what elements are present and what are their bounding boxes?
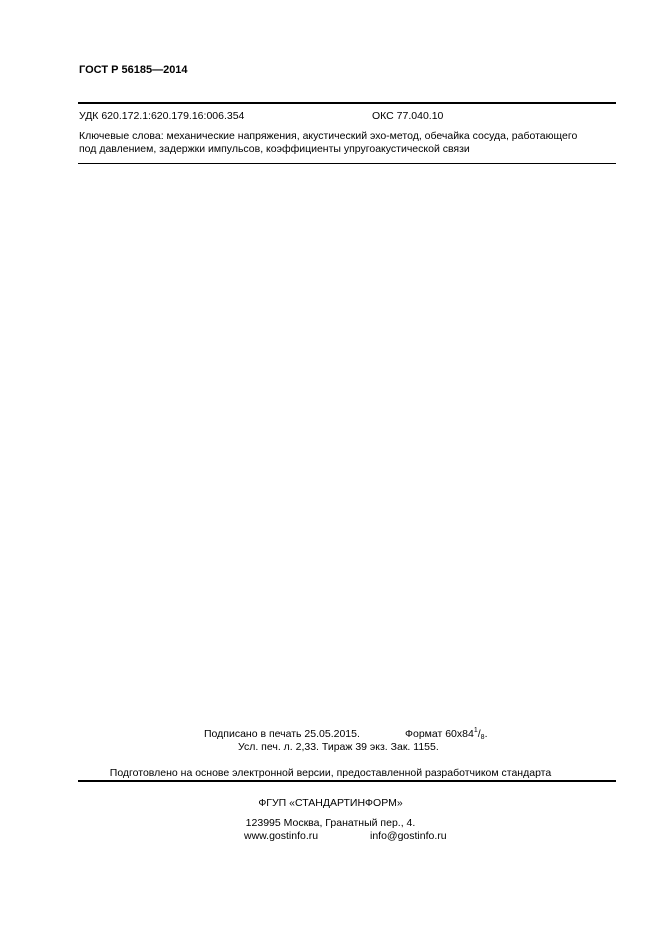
signed-to-print: Подписано в печать 25.05.2015. bbox=[204, 728, 360, 740]
keywords-line-2: под давлением, задержки импульсов, коэффициенты упругоакустической связи bbox=[79, 143, 470, 155]
format-suffix: . bbox=[484, 728, 488, 740]
publisher-name: ФГУП «СТАНДАРТИНФОРМ» bbox=[258, 797, 403, 809]
format-denominator: 8 bbox=[480, 734, 485, 741]
publisher-address: 123995 Москва, Гранатный пер., 4. bbox=[245, 817, 416, 829]
prepared-note: Подготовлено на основе электронной версии, предоставленной разработчиком стандарта bbox=[109, 767, 552, 779]
paper-format: Формат $60х84^1/_8$. bbox=[405, 727, 488, 741]
footer-divider bbox=[78, 780, 616, 782]
udk-code: УДК 620.172.1:620.179.16:006.354 bbox=[79, 110, 245, 122]
keywords-divider bbox=[78, 163, 616, 164]
print-details: Усл. печ. л. 2,33. Тираж 39 экз. Зак. 1155. bbox=[238, 741, 439, 753]
oks-code: ОКС 77.040.10 bbox=[372, 110, 444, 122]
website-link[interactable]: www.gostinfo.ru bbox=[244, 830, 319, 842]
top-divider bbox=[78, 102, 616, 104]
keywords-line-1: Ключевые слова: механические напряжения, акустический эхо-метод, обечайка сосуда, работающего bbox=[79, 130, 578, 142]
email-link[interactable]: info@gostinfo.ru bbox=[370, 830, 447, 842]
format-prefix: Формат 60х84 bbox=[405, 728, 474, 740]
document-code: ГОСТ Р 56185—2014 bbox=[79, 64, 188, 76]
format-numerator: 1 bbox=[473, 727, 478, 734]
